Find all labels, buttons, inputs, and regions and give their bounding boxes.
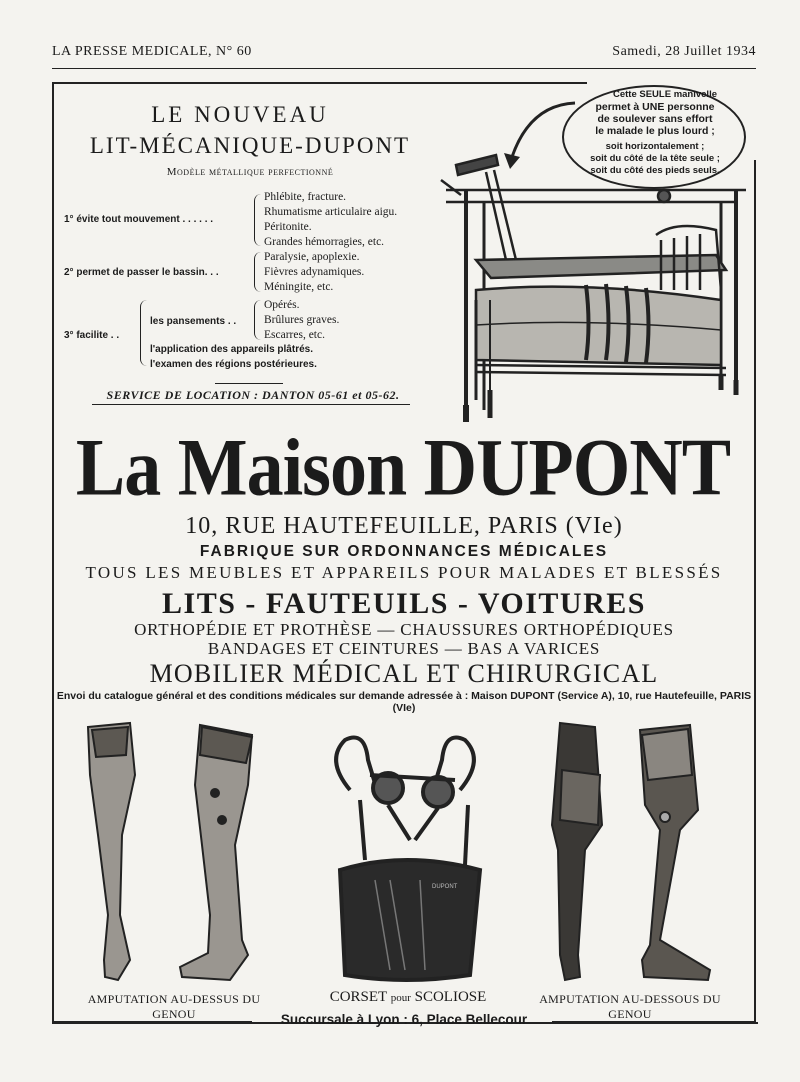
list-item: Méningite, etc.: [264, 281, 334, 293]
item3-sub-brace: [254, 300, 261, 340]
catalogue-request: Envoi du catalogue général et des conditions médicales sur demande adressée à : Maison DUPONT (Service A), 10, rue Hautefeuille, PARIS (VIe): [56, 690, 752, 714]
bed-title-line1: LE NOUVEAU: [151, 102, 329, 127]
list-item: Escarres, etc.: [264, 329, 325, 341]
callout-line: soit horizontalement ;: [605, 141, 705, 152]
caption-pour: pour: [390, 992, 411, 1004]
header-divider: [52, 68, 756, 69]
list-item: Paralysie, apoplexie.: [264, 251, 360, 263]
list-item: Fièvres adynamiques.: [264, 266, 365, 278]
item1-brace: [254, 194, 261, 246]
callout-line: le malade le plus lourd ;: [595, 125, 715, 137]
callout-line: soit du côté de la tête seule ;: [590, 153, 720, 164]
bandages-line: BANDAGES ET CEINTURES — BAS A VARICES: [207, 639, 601, 658]
list-item: Rhumatisme articulaire aigu.: [264, 206, 398, 218]
item3-extra: [150, 342, 317, 372]
caption-scoliose: SCOLIOSE: [414, 989, 487, 1005]
page-header: [52, 44, 756, 66]
corset-maker-mark: DUPONT: [432, 884, 458, 890]
scoliosis-corset-illustration: [320, 730, 490, 985]
mechanical-bed-illustration: [436, 150, 754, 425]
list-item: Phlébite, fracture.: [264, 191, 347, 203]
journal-title: LA PRESSE MEDICALE, N° 60: [52, 44, 252, 59]
list-item: Opérés.: [264, 299, 300, 311]
item3-sub-label: les pansements . .: [150, 316, 237, 327]
bed-title-line2: LIT-MÉCANIQUE-DUPONT: [89, 133, 411, 158]
item2-brace: [254, 252, 261, 292]
callout-line: soit du côté des pieds seuls.: [590, 165, 720, 176]
item1-label: 1° évite tout mouvement . . . . . .: [64, 214, 214, 225]
rental-service: SERVICE DE LOCATION : DANTON 05-61 et 05-62.: [106, 388, 400, 402]
list-item: Grandes hémorragies, etc.: [264, 236, 385, 248]
caption-corset: [318, 989, 498, 1006]
company-address: 10, RUE HAUTEFEUILLE, PARIS (VIe): [185, 513, 623, 539]
item3-brace: [140, 300, 147, 366]
fabrique-line: FABRIQUE SUR ORDONNANCES MÉDICALES: [199, 543, 609, 560]
rental-rule-bottom: [92, 404, 410, 405]
item2-list: [264, 250, 364, 295]
company-name: La Maison DUPONT: [75, 422, 731, 514]
item3-label: 3° facilite . .: [64, 330, 120, 341]
callout-line: Cette SEULE manivelle: [612, 89, 717, 100]
callout-line: permet à UNE personne: [595, 101, 715, 113]
issue-date: Samedi, 28 Juillet 1934: [612, 44, 756, 59]
bed-subtitle: Modèle métallique perfectionné: [166, 166, 334, 178]
below-knee-prostheses-illustration: [540, 715, 740, 990]
tous-les-meubles: TOUS LES MEUBLES ET APPAREILS POUR MALADES ET BLESSÉS: [85, 563, 723, 582]
item1-list: [264, 190, 397, 250]
lits-fauteuils-voitures: LITS - FAUTEUILS - VOITURES: [162, 587, 646, 620]
above-knee-prostheses-illustration: [70, 715, 270, 990]
caption-below-knee: AMPUTATION AU-DESSOUS DU GENOU: [539, 992, 721, 1021]
caption-above-knee: AMPUTATION AU-DESSUS DU GENOU: [87, 992, 261, 1021]
rental-rule-top: [215, 383, 283, 384]
orthopedie-line: ORTHOPÉDIE ET PROTHÈSE — CHAUSSURES ORTHOPÉDIQUES: [134, 620, 674, 639]
footer-rule-right: [552, 1021, 756, 1022]
callout-line: de soulever sans effort: [597, 113, 713, 125]
list-item: Brûlures graves.: [264, 314, 340, 326]
list-item: Péritonite.: [264, 221, 312, 233]
advert-frame-top: [52, 82, 587, 84]
mobilier-line: MOBILIER MÉDICAL ET CHIRURGICAL: [149, 659, 659, 688]
list-item: l'examen des régions postérieures.: [150, 359, 317, 370]
caption-corset-word: CORSET: [329, 989, 387, 1005]
footer-succursale: Succursale à Lyon : 6, Place Bellecour: [280, 1012, 528, 1027]
item2-label: 2° permet de passer le bassin. . .: [64, 267, 219, 278]
list-item: l'application des appareils plâtrés.: [150, 344, 313, 355]
item3-list: [264, 298, 339, 343]
